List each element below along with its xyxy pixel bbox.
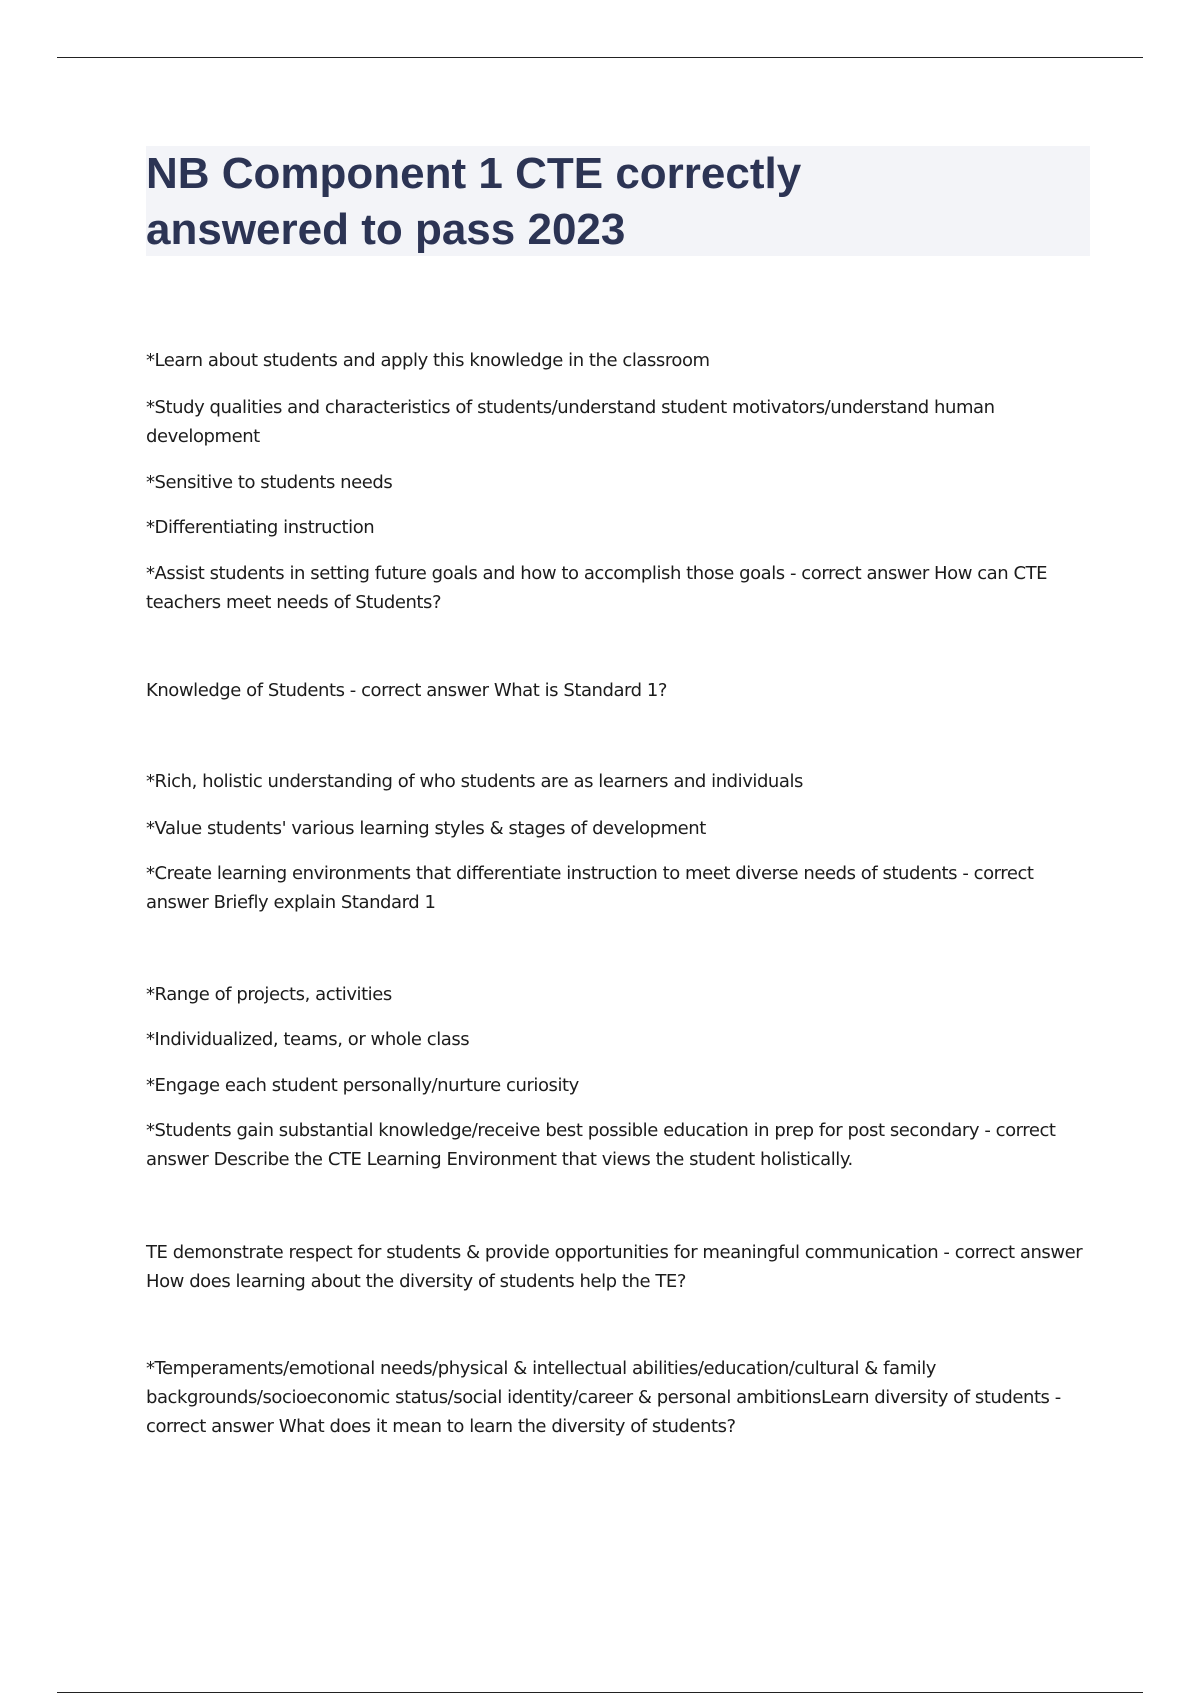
- document-title: [146, 146, 1090, 258]
- paragraph: Knowledge of Students - correct answer What is Standard 1?: [146, 680, 668, 701]
- paragraph: *Rich, holistic understanding of who students are as learners and individuals: [146, 771, 803, 792]
- paragraph: *Create learning environments that differentiate instruction to meet diverse needs of students - correct answer Briefly explain Standard 1: [146, 863, 1034, 913]
- paragraph: *Value students' various learning styles & stages of development: [146, 818, 706, 839]
- paragraph: *Students gain substantial knowledge/receive best possible education in prep for post secondary - correct answer Describe the CTE Learning Environment that views the student holistically.: [146, 1120, 1056, 1170]
- paragraph: *Individualized, teams, or whole class: [146, 1029, 470, 1050]
- paragraph: *Differentiating instruction: [146, 517, 375, 538]
- paragraph: *Temperaments/emotional needs/physical & intellectual abilities/education/cultural & family backgrounds/socioeconomic status/social identity/career & personal ambitionsLearn diversity of students - correct answer What does it mean to learn the diversity of students?: [146, 1358, 1061, 1437]
- paragraph: *Range of projects, activities: [146, 984, 392, 1005]
- bottom-rule: [57, 1692, 1143, 1693]
- paragraph: *Learn about students and apply this knowledge in the classroom: [146, 350, 710, 371]
- top-rule: [57, 57, 1143, 58]
- title-line-2: answered to pass 2023: [146, 205, 626, 254]
- paragraph: TE demonstrate respect for students & provide opportunities for meaningful communication - correct answer How does learning about the diversity of students help the TE?: [146, 1242, 1083, 1292]
- paragraph: *Sensitive to students needs: [146, 472, 393, 493]
- paragraph: *Engage each student personally/nurture curiosity: [146, 1075, 579, 1096]
- paragraph: *Assist students in setting future goals and how to accomplish those goals - correct answer How can CTE teachers meet needs of Students?: [146, 563, 1048, 613]
- paragraph: *Study qualities and characteristics of students/understand student motivators/understand human development: [146, 397, 995, 447]
- title-line-1: NB Component 1 CTE correctly: [146, 149, 802, 198]
